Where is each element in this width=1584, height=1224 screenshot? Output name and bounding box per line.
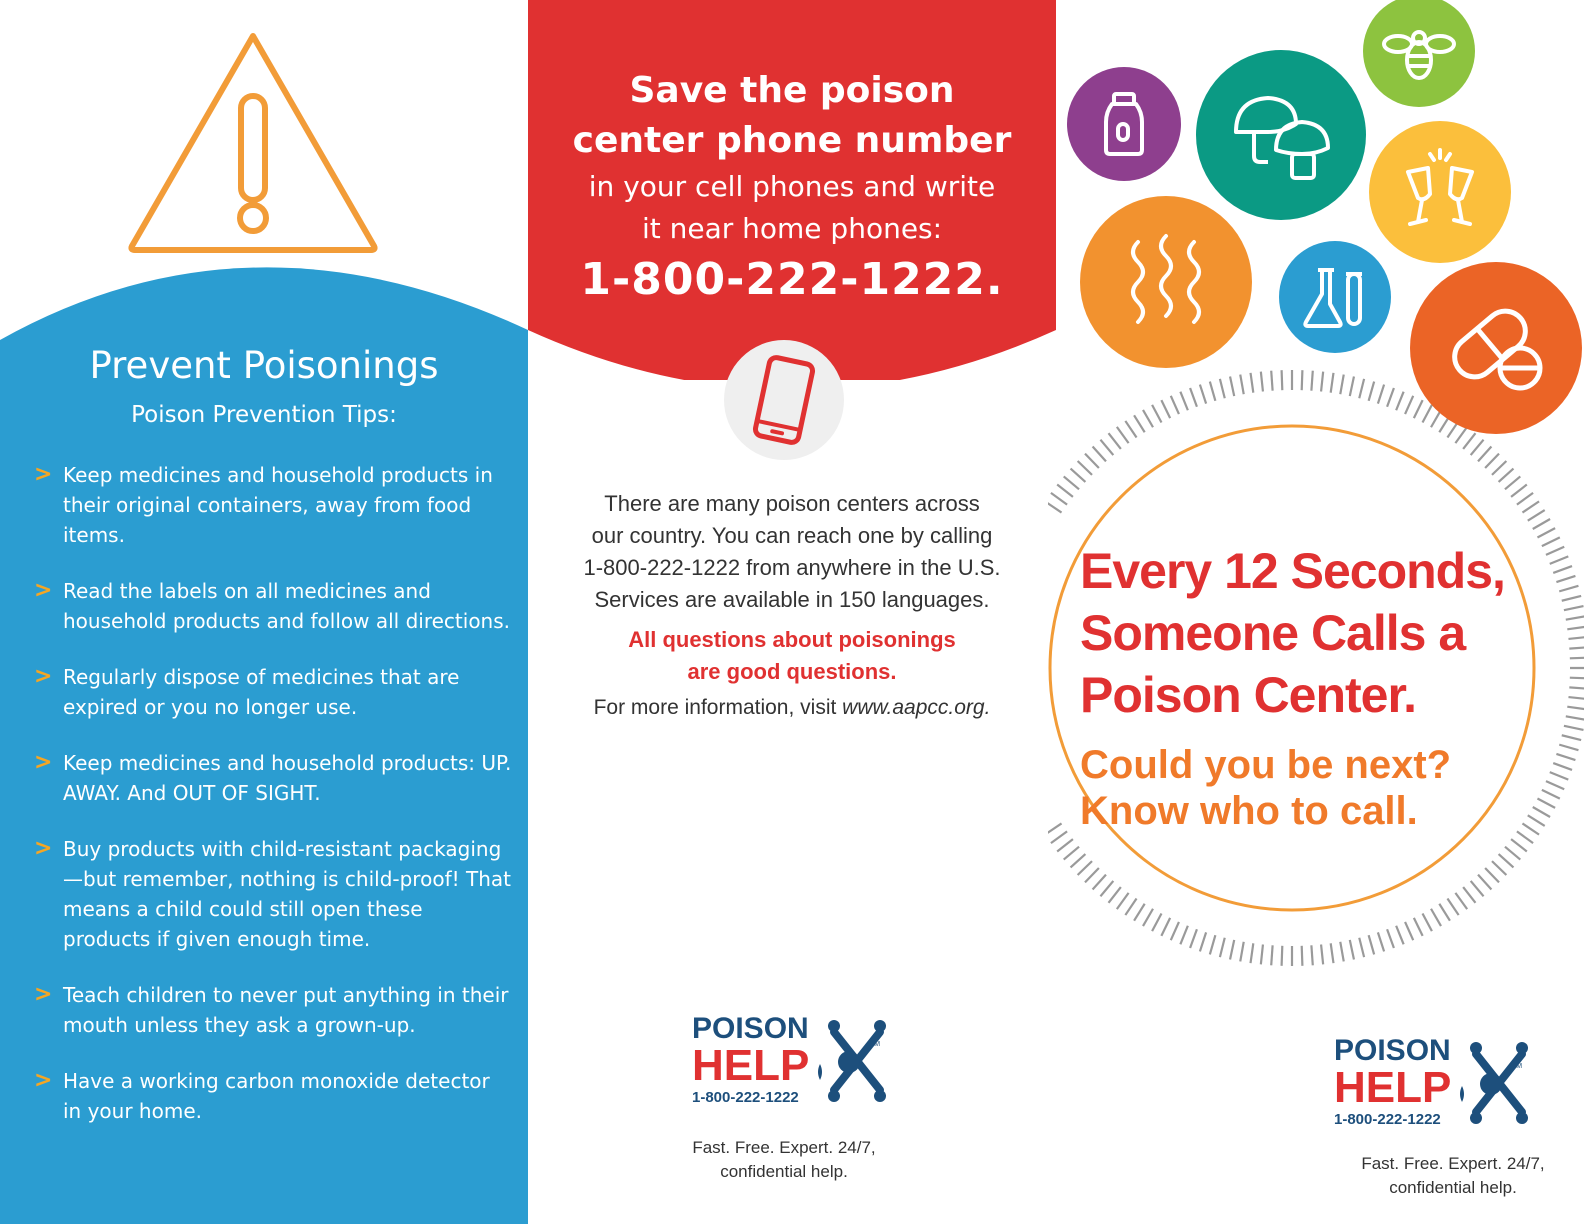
poison-help-logo xyxy=(684,992,904,1122)
chevron-right-icon: > xyxy=(34,1068,53,1093)
dial-tick xyxy=(1568,637,1584,639)
dial-tick xyxy=(1340,942,1343,962)
save-number-heading-line: Save the poison xyxy=(629,70,955,111)
logo-word-help: HELP xyxy=(692,1041,810,1090)
dial-tick xyxy=(1569,647,1584,648)
dial-tick xyxy=(1331,943,1334,963)
logo-tagline: Fast. Free. Expert. 24/7, confidential help. xyxy=(692,1138,876,1181)
tip-text: Teach children to never put anything in their mouth unless they ask a grown-up. xyxy=(63,983,509,1037)
detergent-bottle-icon xyxy=(1066,66,1182,182)
dial-tick xyxy=(1463,433,1475,449)
dial-tick xyxy=(1190,929,1197,948)
dial-tick xyxy=(1387,929,1394,948)
mobile-phone-icon xyxy=(724,340,844,460)
lab-flask-icon xyxy=(1278,240,1392,354)
dial-tick xyxy=(1051,493,1067,505)
dial-tick xyxy=(1378,932,1384,951)
dial-tick xyxy=(1161,918,1170,936)
info-line: our country. You can reach one by calling xyxy=(591,523,993,548)
dial-tick xyxy=(1057,839,1073,851)
dial-tick xyxy=(1282,370,1283,390)
dial-tick xyxy=(1143,410,1153,427)
dial-tick xyxy=(1171,922,1179,940)
bee-icon xyxy=(1362,0,1476,108)
save-number-instruction-line: in your cell phones and write xyxy=(588,170,996,203)
tip-text: Regularly dispose of medicines that are expired or you no longer use. xyxy=(63,665,460,719)
dial-tick xyxy=(1230,377,1234,397)
dial-tick xyxy=(1505,476,1520,489)
dial-tick xyxy=(1180,392,1187,411)
dial-tick xyxy=(1499,469,1514,482)
chevron-right-icon: > xyxy=(34,982,53,1007)
good-questions-note xyxy=(558,624,1026,688)
good-questions-line: All questions about poisonings xyxy=(628,627,956,652)
logo-phone: 1-800-222-1222 xyxy=(692,1089,799,1106)
dial-tick xyxy=(1559,745,1578,751)
dial-tick xyxy=(1321,944,1323,964)
list-item xyxy=(34,576,514,636)
dial-tick xyxy=(1567,707,1584,710)
fumes-icon xyxy=(1080,196,1252,368)
dial-tick xyxy=(1350,377,1354,397)
dial-tick xyxy=(1134,415,1145,432)
dial-tick xyxy=(1478,875,1491,890)
dial-tick xyxy=(1562,735,1581,740)
dial-tick xyxy=(1471,440,1484,455)
dial-tick xyxy=(1085,868,1099,882)
good-questions-line: are good questions. xyxy=(687,659,897,684)
dial-tick xyxy=(1071,469,1086,482)
dial-tick xyxy=(1528,510,1545,521)
pill-capsule-icon xyxy=(1406,262,1584,434)
dial-tick xyxy=(1566,616,1584,619)
save-number-instruction-line: it near home phones: xyxy=(641,212,943,245)
dial-tick xyxy=(1109,433,1121,449)
dial-tick xyxy=(1180,926,1187,945)
dial-tick xyxy=(1282,946,1283,966)
dial-tick xyxy=(1439,904,1450,921)
dial-tick xyxy=(1117,427,1129,443)
dial-tick xyxy=(1570,658,1584,659)
dial-tick xyxy=(1261,372,1263,392)
dial-tick xyxy=(1350,940,1354,960)
dial-tick xyxy=(1414,918,1423,936)
dial-tick xyxy=(1447,898,1458,915)
dial-tick xyxy=(1559,586,1578,592)
dial-tick xyxy=(1143,909,1153,926)
dial-tick xyxy=(1431,909,1441,926)
dial-tick xyxy=(1564,726,1584,730)
dial-tick xyxy=(1359,938,1364,957)
aapcc-link[interactable]: www.aapcc.org. xyxy=(842,696,991,719)
dial-tick xyxy=(1051,831,1067,843)
dial-tick xyxy=(1152,405,1161,423)
mushrooms-icon xyxy=(1196,50,1366,220)
dial-tick xyxy=(1505,847,1520,860)
tip-text: Have a working carbon monoxide detector in your home. xyxy=(63,1069,490,1123)
dial-tick xyxy=(1492,461,1506,475)
dial-tick xyxy=(1369,935,1375,954)
poison-help-logo xyxy=(1326,1014,1546,1144)
dial-tick xyxy=(1200,932,1206,951)
dial-tick xyxy=(1533,519,1550,529)
skull-icon xyxy=(1480,1073,1502,1095)
tip-text: Keep medicines and household products in their original containers, away from food items. xyxy=(63,463,493,547)
dial-tick xyxy=(1125,421,1136,438)
dial-tick xyxy=(1564,606,1584,610)
dial-tick xyxy=(1517,493,1533,505)
dial-tick xyxy=(1210,382,1216,401)
save-number-heading-line: center phone number xyxy=(572,120,1012,161)
dial-tick xyxy=(1511,839,1527,851)
dial-tick xyxy=(1331,373,1334,393)
chevron-right-icon: > xyxy=(34,836,53,861)
dial-tick xyxy=(1405,922,1413,940)
more-info-text: For more information, visit xyxy=(593,696,843,719)
dial-tick xyxy=(1463,887,1475,903)
dial-tick xyxy=(1492,861,1506,875)
dial-tick xyxy=(1210,935,1216,954)
dial-tick xyxy=(1311,945,1312,965)
dial-tick xyxy=(1240,942,1243,962)
dial-tick xyxy=(1340,375,1343,395)
poison-center-info xyxy=(558,488,1026,616)
dial-tick xyxy=(1261,944,1263,964)
info-line: Services are available in 150 languages. xyxy=(594,587,990,612)
dial-tick xyxy=(1271,371,1272,391)
chevron-right-icon: > xyxy=(34,462,53,487)
dial-tick xyxy=(1100,440,1113,455)
chevron-right-icon: > xyxy=(34,664,53,689)
list-item xyxy=(34,980,514,1040)
dial-tick xyxy=(1134,904,1145,921)
tip-text: Buy products with child-resistant packaging—but remember, nothing is child-proof! That means a child could still open these products if given enough time. xyxy=(63,837,511,951)
dial-tick xyxy=(1171,396,1179,414)
could-you-be-next-subhead: Could you be next? Know who to call. xyxy=(1080,743,1452,833)
dial-tick xyxy=(1271,945,1272,965)
chevron-right-icon: > xyxy=(34,578,53,603)
dial-tick xyxy=(1522,501,1539,512)
dial-tick xyxy=(1537,528,1555,537)
dial-tick xyxy=(1109,887,1121,903)
list-item xyxy=(34,662,514,722)
dial-tick xyxy=(1566,716,1584,719)
every-12-seconds-headline: Every 12 Seconds, Someone Calls a Poison Center. xyxy=(1080,543,1505,723)
tip-text: Read the labels on all medicines and household products and follow all directions. xyxy=(63,579,511,633)
tips-subtitle: Poison Prevention Tips: xyxy=(131,402,397,428)
tip-text: Keep medicines and household products: UP. AWAY. And OUT OF SIGHT. xyxy=(63,751,512,805)
dial-tick xyxy=(1161,400,1170,418)
dial-tick xyxy=(1078,461,1092,475)
dial-tick xyxy=(1569,687,1584,688)
dial-tick xyxy=(1485,454,1499,468)
dial-tick xyxy=(1152,913,1161,931)
dial-tick xyxy=(1200,385,1206,404)
dial-tick xyxy=(1117,893,1129,909)
more-info-line xyxy=(558,696,1026,720)
dial-tick xyxy=(1093,447,1106,462)
dial-tick xyxy=(1100,881,1113,896)
dial-tick xyxy=(1562,596,1581,601)
logo-word-poison: POISON xyxy=(692,1012,809,1045)
dial-tick xyxy=(1359,379,1364,398)
info-line: There are many poison centers across xyxy=(604,491,980,516)
dial-tick xyxy=(1378,385,1384,404)
list-item xyxy=(34,460,514,550)
dial-tick xyxy=(1251,373,1254,393)
dial-tick xyxy=(1220,938,1225,957)
dial-tick xyxy=(1078,861,1092,875)
dial-tick xyxy=(1568,697,1584,699)
dial-tick xyxy=(1071,854,1086,867)
logo-word-poison: POISON xyxy=(1334,1034,1451,1067)
logo-trademark: TM xyxy=(870,1041,881,1048)
logo-phone: 1-800-222-1222 xyxy=(1334,1111,1441,1128)
list-item xyxy=(34,1066,514,1126)
dial-tick xyxy=(1511,485,1527,497)
dial-tick xyxy=(1471,881,1484,896)
dial-tick xyxy=(1423,913,1432,931)
dial-tick xyxy=(1220,379,1225,398)
dial-tick xyxy=(1455,893,1467,909)
dial-tick xyxy=(1302,370,1303,390)
dial-tick xyxy=(1064,476,1079,489)
dial-tick xyxy=(1396,392,1403,411)
dial-tick xyxy=(1311,371,1312,391)
logo-word-help: HELP xyxy=(1334,1063,1452,1112)
dial-tick xyxy=(1190,388,1197,407)
dial-tick xyxy=(1499,854,1514,867)
skull-icon xyxy=(838,1051,860,1073)
info-line: 1-800-222-1222 from anywhere in the U.S. xyxy=(583,555,1001,580)
dial-tick xyxy=(1302,946,1303,966)
dial-tick xyxy=(1387,388,1394,407)
dial-tick xyxy=(1485,868,1499,882)
dial-tick xyxy=(1396,926,1403,945)
dial-tick xyxy=(1093,875,1106,890)
dial-tick xyxy=(1478,447,1491,462)
tips-list xyxy=(34,460,514,1152)
dial-tick xyxy=(1064,847,1079,860)
list-item xyxy=(34,834,514,954)
dial-tick xyxy=(1125,898,1136,915)
list-item xyxy=(34,748,514,808)
dial-tick xyxy=(1085,454,1099,468)
dial-tick xyxy=(1570,678,1584,679)
dial-tick xyxy=(1057,485,1073,497)
logo-tagline: Fast. Free. Expert. 24/7, confidential help. xyxy=(1361,1154,1545,1197)
dial-tick xyxy=(1230,940,1234,960)
poison-center-phone-number: 1-800-222-1222. xyxy=(580,254,1004,305)
logo-trademark: TM xyxy=(1512,1063,1523,1070)
dial-tick xyxy=(1369,382,1375,401)
dial-tick xyxy=(1567,627,1584,630)
dial-tick xyxy=(1251,943,1254,963)
dial-tick xyxy=(1240,375,1243,395)
warning-triangle-icon xyxy=(124,28,382,258)
chevron-right-icon: > xyxy=(34,750,53,775)
tips-title: Prevent Poisonings xyxy=(89,344,439,387)
dial-tick xyxy=(1321,372,1323,392)
